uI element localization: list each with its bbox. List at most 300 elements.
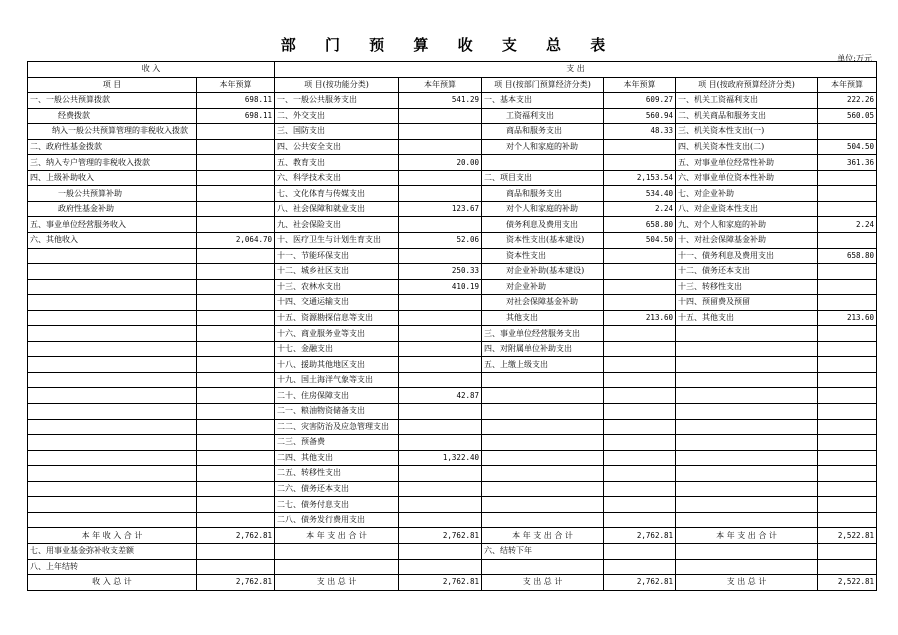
func-item-cell: 十四、交通运输支出 — [275, 295, 399, 311]
func-grand-value: 2,762.81 — [399, 575, 482, 591]
func-item-cell: 五、教育支出 — [275, 155, 399, 171]
income-budget-cell — [197, 139, 275, 155]
func-budget-cell — [399, 139, 482, 155]
func-budget-cell — [399, 248, 482, 264]
dept-budget-cell — [604, 264, 676, 280]
gov-item-cell — [676, 497, 818, 513]
dept-budget-cell — [604, 419, 676, 435]
gov-item-cell: 三、机关资本性支出(一) — [676, 124, 818, 140]
extra-row — [28, 543, 877, 559]
func-budget-cell — [399, 512, 482, 528]
income-budget-cell — [197, 388, 275, 404]
dept-item-cell: 六、结转下年 — [482, 543, 604, 559]
dept-item-cell — [482, 450, 604, 466]
dept-budget-cell — [604, 388, 676, 404]
func-item-cell: 九、社会保险支出 — [275, 217, 399, 233]
gov-budget-cell — [818, 404, 877, 420]
table-row — [28, 341, 877, 357]
dept-item-cell: 五、上缴上级支出 — [482, 357, 604, 373]
table-row — [28, 481, 877, 497]
income-item-cell — [28, 512, 197, 528]
gov-item-cell — [676, 419, 818, 435]
income-item-cell: 三、纳入专户管理的非税收入拨款 — [28, 155, 197, 171]
func-item-cell: 十八、援助其他地区支出 — [275, 357, 399, 373]
income-item-cell — [28, 341, 197, 357]
table-row — [28, 186, 877, 202]
table-row — [28, 512, 877, 528]
gov-item-cell — [676, 466, 818, 482]
func-budget-cell — [399, 435, 482, 451]
table-row — [28, 450, 877, 466]
income-item-cell — [28, 419, 197, 435]
income-item-cell: 二、政府性基金拨款 — [28, 139, 197, 155]
income-item-cell: 纳入一般公共预算管理的非税收入拨款 — [28, 124, 197, 140]
gov-budget-cell: 361.36 — [818, 155, 877, 171]
table-row — [28, 388, 877, 404]
func-budget-cell: 1,322.40 — [399, 450, 482, 466]
gov-budget-cell — [818, 559, 877, 575]
dept-item-cell — [482, 481, 604, 497]
income-header: 收 入 — [28, 62, 275, 78]
income-item-cell: 政府性基金补助 — [28, 201, 197, 217]
dept-total-value: 2,762.81 — [604, 528, 676, 544]
func-budget-cell — [399, 170, 482, 186]
dept-item-cell — [482, 466, 604, 482]
dept-budget-cell — [604, 326, 676, 342]
dept-item-cell — [482, 559, 604, 575]
income-budget-cell — [197, 264, 275, 280]
func-budget-cell: 250.33 — [399, 264, 482, 280]
func-grand-label: 支 出 总 计 — [275, 575, 399, 591]
dept-budget-cell: 213.60 — [604, 310, 676, 326]
income-budget-cell — [197, 186, 275, 202]
table-row — [28, 233, 877, 249]
dept-budget-cell — [604, 543, 676, 559]
dept-item-cell: 其他支出 — [482, 310, 604, 326]
gov-budget-cell: 2.24 — [818, 217, 877, 233]
dept-item-cell: 对社会保障基金补助 — [482, 295, 604, 311]
func-item-cell — [275, 559, 399, 575]
income-budget-cell — [197, 481, 275, 497]
func-item-cell: 十九、国土海洋气象等支出 — [275, 372, 399, 388]
gov-item-cell — [676, 559, 818, 575]
gov-budget-cell — [818, 543, 877, 559]
unit-label: 单位:万元 — [837, 54, 872, 63]
income-budget-cell — [197, 248, 275, 264]
gov-budget-cell — [818, 170, 877, 186]
table-row — [28, 264, 877, 280]
gov-budget-cell — [818, 388, 877, 404]
func-item-cell: 二七、债务付息支出 — [275, 497, 399, 513]
income-item-cell: 七、用事业基金弥补收支差额 — [28, 543, 197, 559]
income-item-cell — [28, 279, 197, 295]
gov-item-cell — [676, 326, 818, 342]
gov-item-cell: 九、对个人和家庭的补助 — [676, 217, 818, 233]
income-budget-cell: 2,064.70 — [197, 233, 275, 249]
func-item-cell: 三、国防支出 — [275, 124, 399, 140]
dept-item-cell: 资本性支出 — [482, 248, 604, 264]
income-budget-cell — [197, 372, 275, 388]
income-budget-cell: 698.11 — [197, 93, 275, 109]
table-row — [28, 93, 877, 109]
dept-budget-cell — [604, 512, 676, 528]
dept-budget-cell — [604, 155, 676, 171]
func-item-cell: 二五、转移性支出 — [275, 466, 399, 482]
gov-budget-cell — [818, 357, 877, 373]
gov-total-value: 2,522.81 — [818, 528, 877, 544]
dept-item-cell: 工资福利支出 — [482, 108, 604, 124]
income-item-cell — [28, 481, 197, 497]
gov-budget-cell — [818, 481, 877, 497]
income-budget-cell — [197, 155, 275, 171]
income-budget-cell — [197, 326, 275, 342]
func-total-value: 2,762.81 — [399, 528, 482, 544]
gov-item-cell: 五、对事业单位经常性补助 — [676, 155, 818, 171]
table-row — [28, 155, 877, 171]
func-item-cell: 六、科学技术支出 — [275, 170, 399, 186]
func-budget-cell — [399, 372, 482, 388]
func-budget-cell — [399, 481, 482, 497]
gov-item-cell: 六、对事业单位资本性补助 — [676, 170, 818, 186]
income-budget-cell — [197, 404, 275, 420]
func-budget-cell — [399, 419, 482, 435]
gov-item-cell — [676, 450, 818, 466]
table-row — [28, 419, 877, 435]
dept-item-cell: 对企业补助(基本建设) — [482, 264, 604, 280]
func-budget-cell — [399, 404, 482, 420]
table-row — [28, 124, 877, 140]
gov-budget-cell — [818, 450, 877, 466]
func-budget-cell — [399, 357, 482, 373]
gov-item-cell — [676, 372, 818, 388]
dept-budget-cell — [604, 341, 676, 357]
dept-item-cell — [482, 388, 604, 404]
func-item-cell: 二二、灾害防治及应急管理支出 — [275, 419, 399, 435]
dept-item-cell: 二、项目支出 — [482, 170, 604, 186]
func-item-cell: 二六、债务还本支出 — [275, 481, 399, 497]
gov-budget-cell — [818, 186, 877, 202]
income-budget-cell — [197, 543, 275, 559]
func-item-cell: 四、公共安全支出 — [275, 139, 399, 155]
grand-total-row — [28, 575, 877, 591]
gov-budget-cell — [818, 435, 877, 451]
gov-budget-cell: 658.80 — [818, 248, 877, 264]
func-budget-cell: 541.29 — [399, 93, 482, 109]
func-budget-cell — [399, 310, 482, 326]
gov-budget-cell: 560.05 — [818, 108, 877, 124]
dept-item-cell: 三、事业单位经营服务支出 — [482, 326, 604, 342]
income-budget-cell — [197, 435, 275, 451]
func-budget-cell — [399, 108, 482, 124]
dept-item-cell — [482, 512, 604, 528]
dept-item-cell: 对个人和家庭的补助 — [482, 201, 604, 217]
dept-grand-value: 2,762.81 — [604, 575, 676, 591]
income-budget-cell — [197, 170, 275, 186]
gov-grand-value: 2,522.81 — [818, 575, 877, 591]
income-item-cell: 一般公共预算补助 — [28, 186, 197, 202]
func-item-cell: 二四、其他支出 — [275, 450, 399, 466]
table-row — [28, 201, 877, 217]
income-item-cell: 一、一般公共预算拨款 — [28, 93, 197, 109]
dept-grand-label: 支 出 总 计 — [482, 575, 604, 591]
income-budget-cell — [197, 419, 275, 435]
col-item-header: 项 目 — [28, 77, 197, 93]
dept-budget-cell — [604, 450, 676, 466]
dept-budget-cell — [604, 279, 676, 295]
income-budget-cell — [197, 217, 275, 233]
table-row — [28, 170, 877, 186]
dept-budget-cell: 2,153.54 — [604, 170, 676, 186]
table-row — [28, 279, 877, 295]
income-item-cell: 四、上级补助收入 — [28, 170, 197, 186]
gov-budget-cell: 213.60 — [818, 310, 877, 326]
dept-budget-cell — [604, 404, 676, 420]
gov-item-cell: 八、对企业资本性支出 — [676, 201, 818, 217]
func-item-cell: 十七、金融支出 — [275, 341, 399, 357]
col-dept-header: 项 目(按部门预算经济分类) — [482, 77, 604, 93]
totals-row — [28, 528, 877, 544]
income-budget-cell — [197, 310, 275, 326]
gov-budget-cell — [818, 233, 877, 249]
gov-item-cell — [676, 341, 818, 357]
func-budget-cell — [399, 466, 482, 482]
gov-item-cell: 十五、其他支出 — [676, 310, 818, 326]
dept-budget-cell — [604, 466, 676, 482]
dept-budget-cell: 609.27 — [604, 93, 676, 109]
func-item-cell: 十一、节能环保支出 — [275, 248, 399, 264]
income-budget-cell — [197, 497, 275, 513]
table-row — [28, 435, 877, 451]
gov-item-cell — [676, 543, 818, 559]
income-item-cell: 六、其他收入 — [28, 233, 197, 249]
income-item-cell: 五、事业单位经营服务收入 — [28, 217, 197, 233]
dept-item-cell: 对个人和家庭的补助 — [482, 139, 604, 155]
gov-item-cell: 二、机关商品和服务支出 — [676, 108, 818, 124]
income-item-cell — [28, 248, 197, 264]
dept-budget-cell: 658.80 — [604, 217, 676, 233]
func-budget-cell — [399, 543, 482, 559]
func-budget-cell — [399, 326, 482, 342]
func-budget-cell: 20.00 — [399, 155, 482, 171]
income-budget-cell — [197, 450, 275, 466]
func-item-cell: 十六、商业服务业等支出 — [275, 326, 399, 342]
dept-item-cell: 商品和服务支出 — [482, 124, 604, 140]
func-budget-cell — [399, 186, 482, 202]
dept-budget-cell: 504.50 — [604, 233, 676, 249]
dept-budget-cell: 560.94 — [604, 108, 676, 124]
dept-item-cell — [482, 435, 604, 451]
expense-header: 支 出 — [275, 62, 877, 78]
func-item-cell: 二十、住房保障支出 — [275, 388, 399, 404]
table-row — [28, 310, 877, 326]
income-budget-cell — [197, 357, 275, 373]
col-func-header: 项 目(按功能分类) — [275, 77, 399, 93]
func-budget-cell — [399, 217, 482, 233]
func-item-cell: 二、外交支出 — [275, 108, 399, 124]
budget-table — [27, 61, 877, 591]
page-title: 部 门 预 算 收 支 总 表 — [280, 36, 618, 54]
income-item-cell — [28, 372, 197, 388]
gov-item-cell — [676, 481, 818, 497]
income-item-cell — [28, 326, 197, 342]
func-item-cell — [275, 543, 399, 559]
dept-budget-cell: 2.24 — [604, 201, 676, 217]
func-item-cell: 八、社会保障和就业支出 — [275, 201, 399, 217]
table-row — [28, 497, 877, 513]
func-budget-cell: 123.67 — [399, 201, 482, 217]
gov-budget-cell: 222.26 — [818, 93, 877, 109]
gov-budget-cell — [818, 497, 877, 513]
func-item-cell: 十、医疗卫生与计划生育支出 — [275, 233, 399, 249]
gov-budget-cell — [818, 419, 877, 435]
func-total-label: 本 年 支 出 合 计 — [275, 528, 399, 544]
extra-row — [28, 559, 877, 575]
func-budget-cell — [399, 124, 482, 140]
table-row — [28, 466, 877, 482]
table-row — [28, 357, 877, 373]
func-item-cell: 七、文化体育与传媒支出 — [275, 186, 399, 202]
gov-item-cell — [676, 512, 818, 528]
income-grand-label: 收 入 总 计 — [28, 575, 197, 591]
col-budget-header: 本年预算 — [399, 77, 482, 93]
gov-item-cell — [676, 435, 818, 451]
gov-budget-cell — [818, 326, 877, 342]
dept-budget-cell — [604, 435, 676, 451]
gov-item-cell — [676, 388, 818, 404]
dept-budget-cell — [604, 248, 676, 264]
func-budget-cell — [399, 497, 482, 513]
income-budget-cell: 698.11 — [197, 108, 275, 124]
dept-budget-cell — [604, 295, 676, 311]
func-item-cell: 二一、粮油物资储备支出 — [275, 404, 399, 420]
gov-budget-cell — [818, 201, 877, 217]
func-budget-cell: 42.87 — [399, 388, 482, 404]
gov-budget-cell — [818, 372, 877, 388]
income-item-cell — [28, 357, 197, 373]
table-row — [28, 326, 877, 342]
dept-budget-cell: 534.40 — [604, 186, 676, 202]
dept-budget-cell — [604, 481, 676, 497]
gov-item-cell: 七、对企业补助 — [676, 186, 818, 202]
income-total-value: 2,762.81 — [197, 528, 275, 544]
dept-item-cell: 一、基本支出 — [482, 93, 604, 109]
income-item-cell — [28, 466, 197, 482]
func-budget-cell: 52.06 — [399, 233, 482, 249]
func-budget-cell — [399, 295, 482, 311]
income-item-cell — [28, 295, 197, 311]
gov-item-cell: 十一、债务利息及费用支出 — [676, 248, 818, 264]
dept-item-cell — [482, 155, 604, 171]
table-row — [28, 404, 877, 420]
income-item-cell — [28, 404, 197, 420]
gov-item-cell: 十二、债务还本支出 — [676, 264, 818, 280]
col-budget-header: 本年预算 — [818, 77, 877, 93]
gov-budget-cell — [818, 264, 877, 280]
dept-total-label: 本 年 支 出 合 计 — [482, 528, 604, 544]
table-row — [28, 217, 877, 233]
gov-budget-cell — [818, 466, 877, 482]
dept-budget-cell — [604, 139, 676, 155]
dept-item-cell — [482, 419, 604, 435]
income-item-cell — [28, 435, 197, 451]
dept-item-cell: 商品和服务支出 — [482, 186, 604, 202]
income-budget-cell — [197, 559, 275, 575]
dept-budget-cell: 48.33 — [604, 124, 676, 140]
func-item-cell: 二三、预备费 — [275, 435, 399, 451]
income-budget-cell — [197, 512, 275, 528]
income-item-cell — [28, 310, 197, 326]
col-budget-header: 本年预算 — [604, 77, 676, 93]
col-budget-header: 本年预算 — [197, 77, 275, 93]
income-total-label: 本 年 收 入 合 计 — [28, 528, 197, 544]
gov-budget-cell: 504.50 — [818, 139, 877, 155]
table-row — [28, 248, 877, 264]
income-item-cell: 经费拨款 — [28, 108, 197, 124]
income-grand-value: 2,762.81 — [197, 575, 275, 591]
dept-item-cell: 对企业补助 — [482, 279, 604, 295]
dept-budget-cell — [604, 559, 676, 575]
func-budget-cell: 410.19 — [399, 279, 482, 295]
gov-total-label: 本 年 支 出 合 计 — [676, 528, 818, 544]
income-budget-cell — [197, 201, 275, 217]
income-budget-cell — [197, 279, 275, 295]
table-row — [28, 108, 877, 124]
gov-item-cell: 四、机关资本性支出(二) — [676, 139, 818, 155]
func-budget-cell — [399, 559, 482, 575]
table-row — [28, 372, 877, 388]
gov-item-cell: 一、机关工资福利支出 — [676, 93, 818, 109]
dept-item-cell — [482, 497, 604, 513]
income-item-cell — [28, 388, 197, 404]
gov-budget-cell — [818, 512, 877, 528]
func-item-cell: 十五、资源勘探信息等支出 — [275, 310, 399, 326]
func-item-cell: 二八、债务发行费用支出 — [275, 512, 399, 528]
gov-grand-label: 支 出 总 计 — [676, 575, 818, 591]
dept-item-cell: 资本性支出(基本建设) — [482, 233, 604, 249]
func-item-cell: 十二、城乡社区支出 — [275, 264, 399, 280]
dept-item-cell: 四、对附属单位补助支出 — [482, 341, 604, 357]
gov-item-cell: 十四、预留费及预留 — [676, 295, 818, 311]
income-budget-cell — [197, 466, 275, 482]
gov-item-cell: 十三、转移性支出 — [676, 279, 818, 295]
gov-budget-cell — [818, 295, 877, 311]
table-row — [28, 295, 877, 311]
header-row — [28, 77, 877, 93]
gov-budget-cell — [818, 279, 877, 295]
dept-item-cell — [482, 404, 604, 420]
income-item-cell: 八、上年结转 — [28, 559, 197, 575]
col-gov-header: 项 目(按政府预算经济分类) — [676, 77, 818, 93]
func-item-cell: 十三、农林水支出 — [275, 279, 399, 295]
income-item-cell — [28, 497, 197, 513]
func-budget-cell — [399, 341, 482, 357]
income-budget-cell — [197, 295, 275, 311]
table-row — [28, 139, 877, 155]
gov-budget-cell — [818, 124, 877, 140]
dept-budget-cell — [604, 357, 676, 373]
gov-budget-cell — [818, 341, 877, 357]
income-budget-cell — [197, 124, 275, 140]
income-item-cell — [28, 450, 197, 466]
gov-item-cell — [676, 357, 818, 373]
header-group-row — [28, 62, 877, 78]
gov-item-cell — [676, 404, 818, 420]
income-budget-cell — [197, 341, 275, 357]
dept-item-cell — [482, 372, 604, 388]
func-item-cell: 一、一般公共服务支出 — [275, 93, 399, 109]
gov-item-cell: 十、对社会保障基金补助 — [676, 233, 818, 249]
dept-budget-cell — [604, 372, 676, 388]
